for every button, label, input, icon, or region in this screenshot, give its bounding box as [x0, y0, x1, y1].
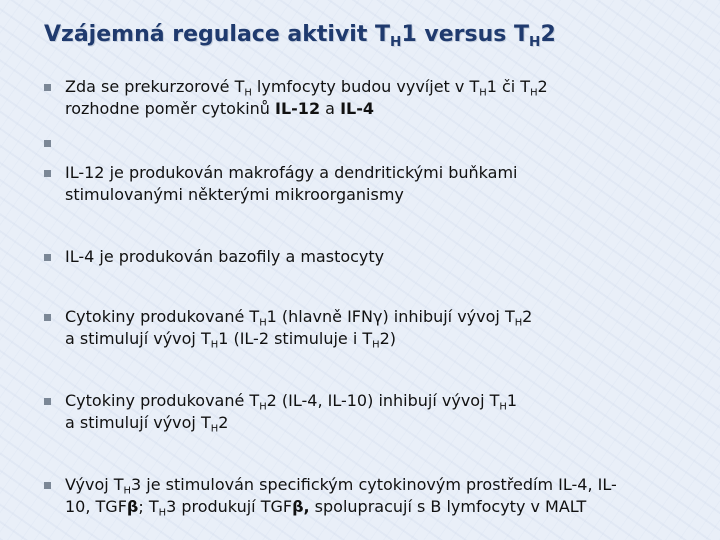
bullet-item — [44, 306, 694, 350]
bullet-item-empty — [44, 132, 694, 147]
title-subscript: H — [529, 33, 541, 50]
title-text: Vzájemná regulace aktivit T — [44, 22, 391, 47]
bullet-item — [44, 474, 694, 518]
bullet-item — [44, 162, 694, 206]
bullet-line: rozhodne poměr cytokinů IL-12 a IL-4 — [65, 99, 374, 118]
bullet-line: IL-4 je produkován bazofily a mastocyty — [65, 247, 385, 266]
bullet-line: Zda se prekurzorové $T_H$ lymfocyty budou vyvíjet v $T_H1$ či $T_H2$ — [65, 77, 548, 99]
bullet-line: Vývoj $T_H3$ je stimulován specifickým cytokinovým prostředím IL-4, IL- — [65, 475, 617, 497]
bullet-item — [44, 246, 694, 268]
bullet-square-icon — [44, 482, 51, 489]
bullet-text — [65, 76, 694, 120]
bullet-line: 10, TGFβ; $T_H3$ produkují TGFβ, spolupracují s B lymfocyty v MALT — [65, 497, 587, 519]
bullet-square-icon — [44, 314, 51, 321]
title-text: 1 versus T — [401, 22, 530, 47]
bullet-text — [65, 306, 694, 350]
bullet-item — [44, 390, 694, 434]
bullet-line: Cytokiny produkované $T_H1$ (hlavně IFNγ) inhibují vývoj $T_H2$ — [65, 307, 533, 329]
bullet-line: a stimulují vývoj $T_H1$ (IL-2 stimuluje i $T_H2$) — [65, 329, 397, 351]
bullet-square-icon — [44, 140, 51, 147]
bullet-square-icon — [44, 398, 51, 405]
bullet-line: IL-12 je produkován makrofágy a dendritickými buňkami — [65, 163, 518, 182]
bullet-text — [65, 474, 694, 518]
slide-title — [44, 22, 556, 50]
bullet-text — [65, 162, 694, 206]
bullet-square-icon — [44, 254, 51, 261]
bullet-item — [44, 76, 694, 120]
bullet-line: a stimulují vývoj $T_H2$ — [65, 413, 229, 435]
bullet-text — [65, 246, 694, 268]
bullet-line: Cytokiny produkované $T_H2$ (IL-4, IL-10) inhibují vývoj $T_H1$ — [65, 391, 518, 413]
bullet-text — [65, 390, 694, 434]
title-text: 2 — [540, 22, 556, 47]
title-subscript: H — [390, 33, 402, 50]
bullet-square-icon — [44, 84, 51, 91]
bullet-square-icon — [44, 170, 51, 177]
bullet-line: stimulovanými některými mikroorganismy — [65, 185, 404, 204]
